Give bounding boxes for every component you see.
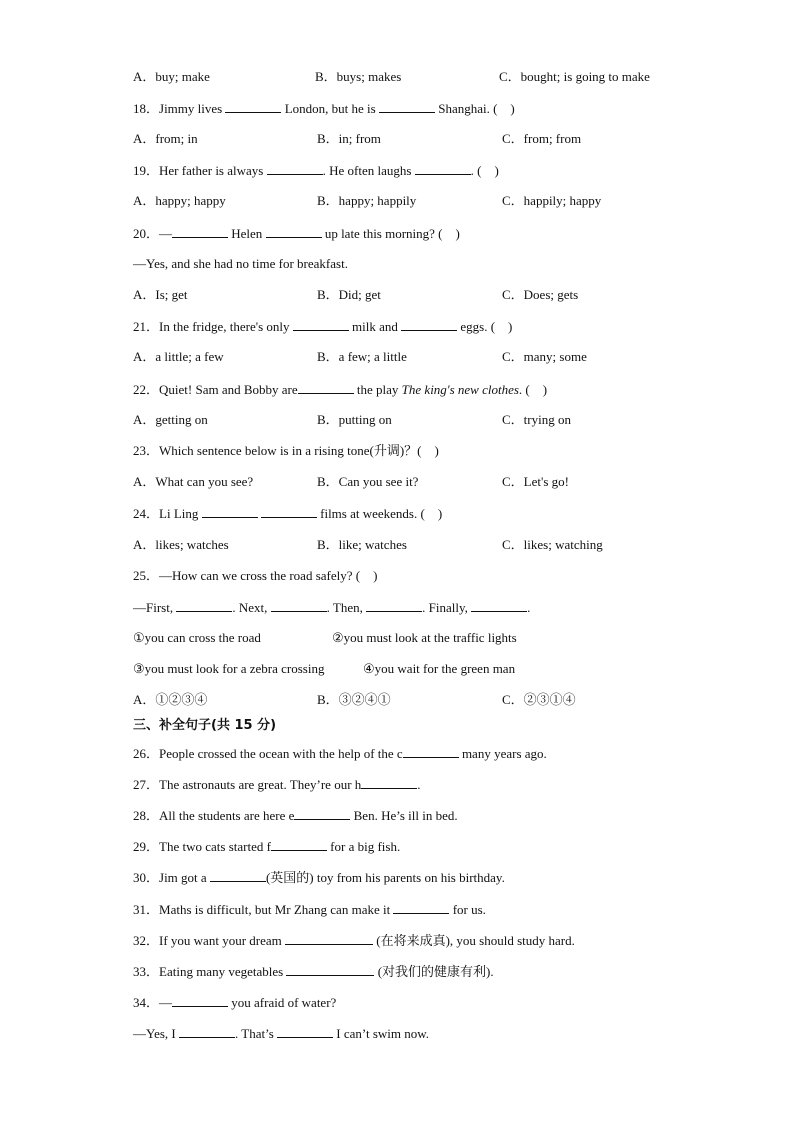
blank[interactable] <box>298 381 354 394</box>
blank[interactable] <box>267 162 323 175</box>
blank[interactable] <box>366 599 422 612</box>
q23-option-a: A．What can you see? <box>133 474 254 489</box>
q20-option-b: B．Did; get <box>317 287 381 302</box>
blank[interactable] <box>285 932 373 945</box>
q29-stem: 29．The two cats started f for a big fish. <box>133 839 401 854</box>
q24-stem: 24．Li Ling films at weekends. ( ) <box>133 506 443 521</box>
q17-option-c: C．bought; is going to make <box>499 69 650 84</box>
q25-stem: 25．—How can we cross the road safely? ( ) <box>133 568 378 583</box>
q18-option-a: A．from; in <box>133 131 198 146</box>
blank[interactable] <box>293 318 349 331</box>
q22-option-c: C．trying on <box>502 412 571 427</box>
q23-stem: 23．Which sentence below is in a rising tone(升调)？( ) <box>133 443 439 458</box>
q17-option-a: A．buy; make <box>133 69 210 84</box>
q33-stem: 33．Eating many vegetables (对我们的健康有利). <box>133 964 494 979</box>
q30-stem: 30．Jim got a (英国的) toy from his parents on his birthday. <box>133 870 505 885</box>
q20-option-c: C．Does; gets <box>502 287 579 302</box>
blank[interactable] <box>172 994 228 1007</box>
blank[interactable] <box>415 162 471 175</box>
q34-stem: 34．— you afraid of water? <box>133 995 337 1010</box>
blank[interactable] <box>266 225 322 238</box>
blank[interactable] <box>210 869 266 882</box>
blank[interactable] <box>361 776 417 789</box>
q24-option-a: A．likes; watches <box>133 537 229 552</box>
blank[interactable] <box>202 505 258 518</box>
blank[interactable] <box>286 963 374 976</box>
blank[interactable] <box>176 599 232 612</box>
play-title: The king's new clothes <box>401 382 519 397</box>
q24-option-c: C．likes; watching <box>502 537 603 552</box>
q25-reply: —First, . Next, . Then, . Finally, . <box>133 600 531 615</box>
q18-option-b: B．in; from <box>317 131 381 146</box>
blank[interactable] <box>261 505 317 518</box>
q23-option-c: C．Let's go! <box>502 474 569 489</box>
q22-option-a: A．getting on <box>133 412 208 427</box>
blank[interactable] <box>294 807 350 820</box>
blank[interactable] <box>403 745 459 758</box>
blank[interactable] <box>277 1025 333 1038</box>
blank[interactable] <box>179 1025 235 1038</box>
blank[interactable] <box>393 901 449 914</box>
q25-item-1: ①you can cross the road <box>133 630 261 645</box>
q24-option-b: B．like; watches <box>317 537 407 552</box>
blank[interactable] <box>225 100 281 113</box>
q20-option-a: A．Is; get <box>133 287 188 302</box>
q25-item-2: ②you must look at the traffic lights <box>332 630 517 645</box>
blank[interactable] <box>271 599 327 612</box>
q18-stem: 18．Jimmy lives London, but he is Shanghai. ( ) <box>133 101 515 116</box>
blank[interactable] <box>471 599 527 612</box>
q28-stem: 28．All the students are here e Ben. He’s ill in bed. <box>133 808 458 823</box>
q21-option-c: C．many; some <box>502 349 587 364</box>
q25-item-3: ③you must look for a zebra crossing <box>133 661 325 676</box>
q22-stem: 22．Quiet! Sam and Bobby are the play The king's new clothes. ( ) <box>133 382 548 397</box>
q25-option-b: B．③②④① <box>317 692 391 707</box>
blank[interactable] <box>401 318 457 331</box>
q19-option-a: A．happy; happy <box>133 193 226 208</box>
q25-option-c: C．②③①④ <box>502 692 576 707</box>
q20-reply: —Yes, and she had no time for breakfast. <box>133 256 348 271</box>
q25-option-a: A．①②③④ <box>133 692 208 707</box>
q31-stem: 31．Maths is difficult, but Mr Zhang can make it for us. <box>133 902 486 917</box>
q27-stem: 27．The astronauts are great. They’re our h . <box>133 777 421 792</box>
q21-stem: 21．In the fridge, there's only milk and eggs. ( ) <box>133 319 513 334</box>
q19-option-c: C．happily; happy <box>502 193 602 208</box>
q32-stem: 32．If you want your dream (在将来成真), you should study hard. <box>133 933 575 948</box>
q21-option-b: B．a few; a little <box>317 349 407 364</box>
section-title: 三、补全句子(共 15 分) <box>133 718 277 733</box>
blank[interactable] <box>172 225 228 238</box>
blank[interactable] <box>271 838 327 851</box>
q21-option-a: A．a little; a few <box>133 349 224 364</box>
q26-stem: 26．People crossed the ocean with the help of the c many years ago. <box>133 746 547 761</box>
q23-option-b: B．Can you see it? <box>317 474 419 489</box>
q17-option-b: B．buys; makes <box>315 69 402 84</box>
q25-item-4: ④you wait for the green man <box>363 661 516 676</box>
q19-stem: 19．Her father is always . He often laughs . ( ) <box>133 163 499 178</box>
q20-stem: 20．— Helen up late this morning? ( ) <box>133 226 460 241</box>
q18-option-c: C．from; from <box>502 131 582 146</box>
q22-option-b: B．putting on <box>317 412 392 427</box>
q34-reply: —Yes, I . That’s I can’t swim now. <box>133 1026 430 1041</box>
q19-option-b: B．happy; happily <box>317 193 417 208</box>
blank[interactable] <box>379 100 435 113</box>
